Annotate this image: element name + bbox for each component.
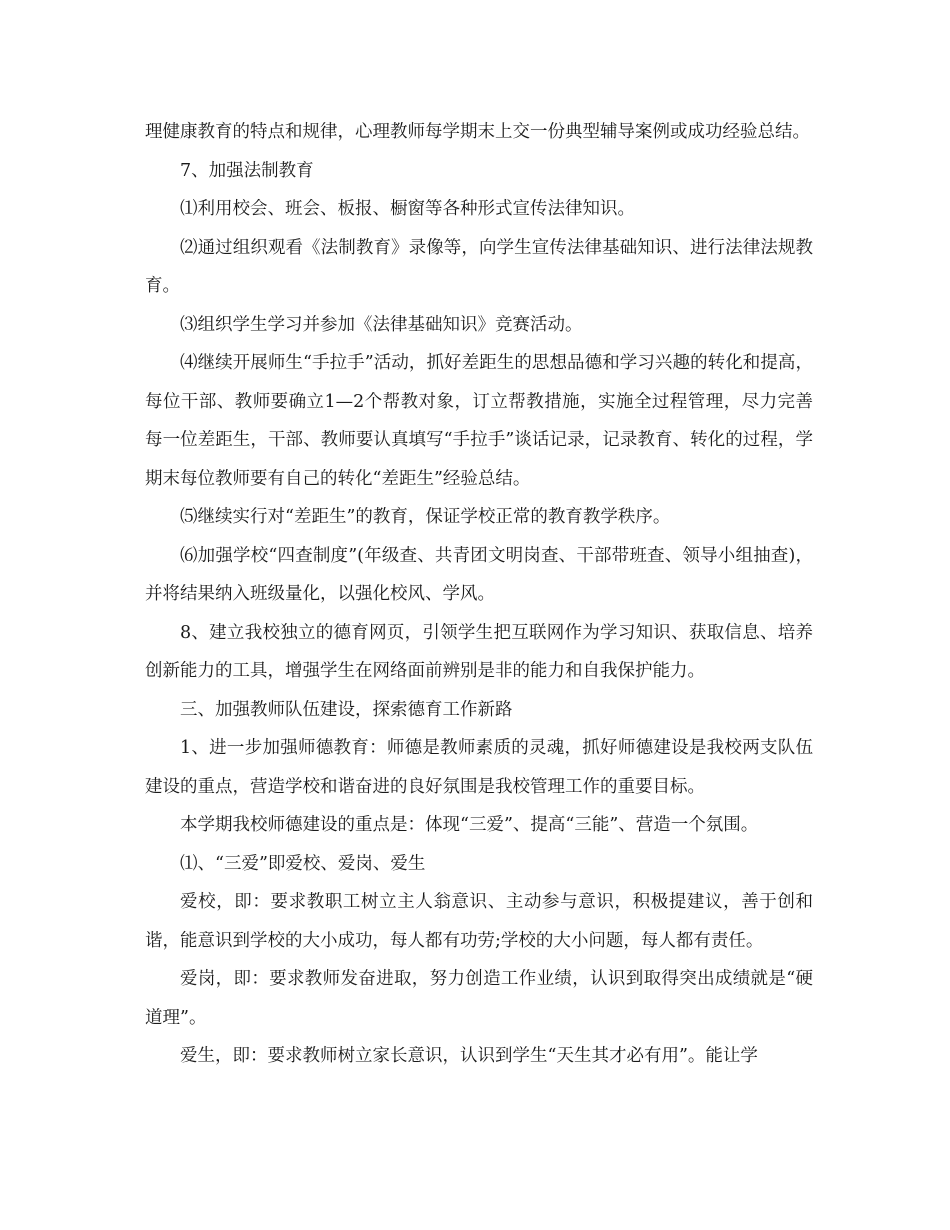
- section-heading-8: 8、建立我校独立的德育网页，引领学生把互联网作为学习知识、获取信息、培养创新能力的工具，增强学生在网络面前辨别是非的能力和自我保护能力。: [145, 622, 813, 681]
- list-item-2: ⑵通过组织观看《法制教育》录像等，向学生宣传法律基础知识、进行法律法规教育。: [145, 237, 813, 296]
- document-body: [145, 113, 813, 1076]
- paragraph-continued: 理健康教育的特点和规律，心理教师每学期末上交一份典型辅导案例或成功经验总结。: [145, 122, 810, 142]
- list-item-5: ⑸继续实行对“差距生”的教育，保证学校正常的教育教学秩序。: [180, 507, 671, 527]
- paragraph-love-school: 爱校，即：要求教职工树立主人翁意识、主动参与意识，积极提建议，善于创和谐，能意识到学校的大小成功，每人都有功劳;学校的大小问题，每人都有责任。: [145, 892, 813, 951]
- paragraph-love-job: 爱岗，即：要求教师发奋进取，努力创造工作业绩，认识到取得突出成绩就是“硬道理”。: [145, 969, 813, 1028]
- paragraph-love-students: 爱生，即：要求教师树立家长意识，认识到学生“天生其才必有用”。能让学: [180, 1046, 758, 1066]
- list-item-3: ⑶组织学生学习并参加《法律基础知识》竞赛活动。: [180, 314, 583, 335]
- paragraph-ethics-focus: 本学期我校师德建设的重点是：体现“三爱”、提高“三能”、营造一个氛围。: [180, 815, 759, 835]
- list-item-1: ⑴利用校会、班会、板报、橱窗等各种形式宣传法律知识。: [180, 199, 635, 219]
- section-heading-7: 7、加强法制教育: [180, 160, 314, 181]
- paragraph-teacher-ethics: 1、进一步加强师德教育：师德是教师素质的灵魂，抓好师德建设是我校两支队伍建设的重点，营造学校和谐奋进的良好氛围是我校管理工作的重要目标。: [145, 738, 813, 797]
- list-item-6: ⑹加强学校“四查制度”(年级查、共青团文明岗查、干部带班查、领导小组抽查)，并将结果纳入班级量化，以强化校风、学风。: [145, 545, 813, 604]
- list-item-4: ⑷继续开展师生“手拉手”活动，抓好差距生的思想品德和学习兴趣的转化和提高，每位干部、教师要确立1—2个帮教对象，订立帮教措施，实施全过程管理，尽力完善每一位差距生，干部、教师要认真填写“手拉手”谈话记录，记录教育、转化的过程，学期末每位教师要有自己的转化“差距生”经验总结。: [145, 353, 813, 489]
- list-item-three-loves: ⑴、“三爱”即爱校、爱岗、爱生: [180, 853, 426, 874]
- chapter-heading-3: 三、加强教师队伍建设，探索德育工作新路: [180, 699, 513, 720]
